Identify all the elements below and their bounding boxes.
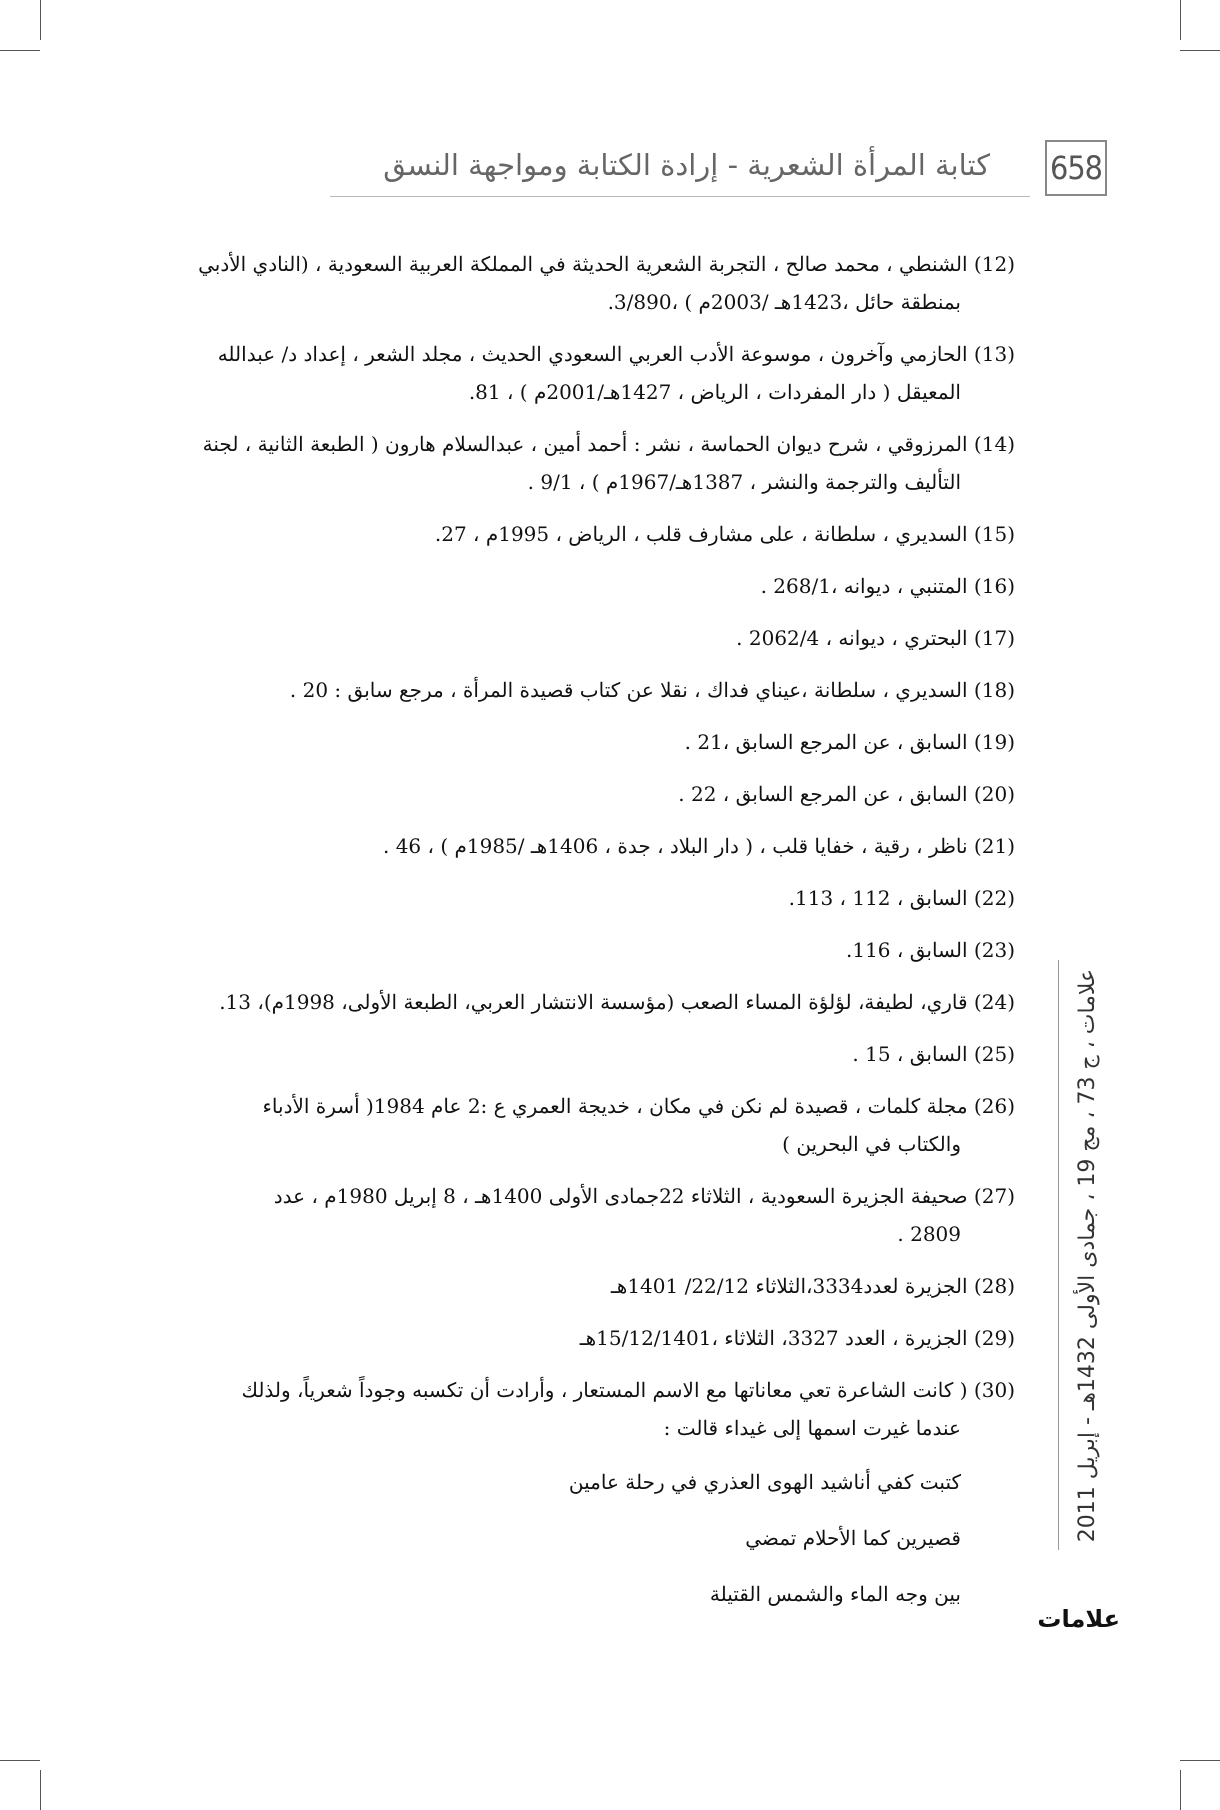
footnote-number: (14) [973, 432, 1015, 456]
crop-mark [1180, 1770, 1181, 1810]
footnote-number: (23) [973, 938, 1015, 962]
footnote-item [170, 567, 1015, 605]
footnote-number: (25) [973, 1042, 1015, 1066]
footnote-item [170, 1035, 1015, 1073]
crop-mark [0, 50, 40, 51]
footnote-text: والكتاب في البحرين ) [782, 1132, 961, 1156]
journal-info-text: علامات ، ج 73 ، مج 19 ، جمادى الأولى 1432هـ - إبريل 2011 [1075, 968, 1101, 1542]
footnote-text: ( كانت الشاعرة تعي معاناتها مع الاسم المستعار ، وأرادت أن تكسبه وجوداً شعرياً، ولذلك [241, 1378, 968, 1402]
crop-mark [1180, 1760, 1220, 1761]
header-divider [330, 196, 1030, 197]
crop-mark [0, 1760, 40, 1761]
footnote-item [170, 245, 1015, 321]
footnote-text: السابق ، 116. [846, 938, 968, 962]
footnote-text: الشنطي ، محمد صالح ، التجربة الشعرية الحديثة في المملكة العربية السعودية ، (النادي الأدبي [198, 252, 968, 276]
footnote-number: (24) [973, 990, 1015, 1014]
footnote-item [170, 723, 1015, 761]
footnote-number: (21) [973, 834, 1015, 858]
footnote-text: الحازمي وآخرون ، موسوعة الأدب العربي السعودي الحديث ، مجلد الشعر ، إعداد د/ عبدالله [217, 342, 968, 366]
footnote-text: السابق ، 15 . [852, 1042, 968, 1066]
footnote-text: السديري ، سلطانة ، على مشارف قلب ، الرياض ، 1995م ، 27. [434, 522, 968, 546]
journal-info [1068, 960, 1108, 1550]
footnote-item [170, 1267, 1015, 1305]
footnote-text: المعيقل ( دار المفردات ، الرياض ، 1427هـ/2001م ) ، 81. [468, 380, 961, 404]
footnote-item [170, 879, 1015, 917]
running-title: كتابة المرأة الشعرية - إرادة الكتابة ومواجهة النسق [383, 148, 990, 182]
footnote-number: (12) [973, 252, 1015, 276]
footnote-number: (15) [973, 522, 1015, 546]
footnote-text: صحيفة الجزيرة السعودية ، الثلاثاء 22جمادى الأولى 1400هـ ، 8 إبريل 1980م ، عدد [273, 1184, 968, 1208]
footnote-number: (19) [973, 730, 1015, 754]
footnotes-list [170, 245, 1015, 1615]
footnote-item [170, 775, 1015, 813]
sidebar-divider [1058, 960, 1059, 1550]
footnote-item [170, 827, 1015, 865]
footnote-item [170, 425, 1015, 501]
footnote-number: (22) [973, 886, 1015, 910]
footnote-text: الجزيرة لعدد3334،الثلاثاء 22/12/ 1401هـ [610, 1274, 968, 1298]
page-number: 658 [1045, 140, 1107, 196]
footnote-text: عندما غيرت اسمها إلى غيداء قالت : [663, 1416, 961, 1440]
verse-line: قصيرين كما الأحلام تمضي [745, 1526, 961, 1550]
footnote-number: (16) [973, 574, 1015, 598]
verse-line: بين وجه الماء والشمس القتيلة [709, 1582, 961, 1606]
footnote-item [170, 983, 1015, 1021]
footnote-item [170, 1319, 1015, 1357]
footnote-number: (27) [973, 1184, 1015, 1208]
footnote-number: (29) [973, 1326, 1015, 1350]
crop-mark [40, 1770, 41, 1810]
footnote-text: التأليف والترجمة والنشر ، 1387هـ/1967م ) ، 9/1 . [527, 470, 961, 494]
footnote-text: السابق ، 112 ، 113. [788, 886, 968, 910]
footnote-text: السابق ، عن المرجع السابق ، 22 . [678, 782, 968, 806]
footnote-number: (20) [973, 782, 1015, 806]
footnote-item [170, 671, 1015, 709]
footnote-item [170, 1371, 1015, 1447]
footnote-text: المرزوقي ، شرح ديوان الحماسة ، نشر : أحمد أمين ، عبدالسلام هارون ( الطبعة الثانية ، لجنة [202, 432, 968, 456]
footnote-text: السابق ، عن المرجع السابق ،21 . [684, 730, 968, 754]
footnote-text: السديري ، سلطانة ،عيناي فداك ، نقلا عن كتاب قصيدة المرأة ، مرجع سابق : 20 . [289, 678, 968, 702]
footnote-number: (18) [973, 678, 1015, 702]
crop-mark [1180, 50, 1220, 51]
verse-line: كتبت كفي أناشيد الهوى العذري في رحلة عامين [568, 1470, 961, 1494]
footnote-number: (17) [973, 626, 1015, 650]
footnote-text: 2809 . [897, 1222, 961, 1246]
footnote-text: المتنبي ، ديوانه ،268/1 . [760, 574, 968, 598]
footnote-item [170, 335, 1015, 411]
footnote-number: (28) [973, 1274, 1015, 1298]
footnote-item [170, 619, 1015, 657]
crop-mark [40, 0, 41, 40]
footnote-number: (26) [973, 1094, 1015, 1118]
footnote-text: بمنطقة حائل ،1423هـ /2003م ) ،3/890. [607, 290, 961, 314]
footnote-number: (13) [973, 342, 1015, 366]
footnote-text: قاري، لطيفة، لؤلؤة المساء الصعب (مؤسسة الانتشار العربي، الطبعة الأولى، 1998م)، 13. [219, 990, 968, 1014]
footnote-item [170, 931, 1015, 969]
crop-mark [1180, 0, 1181, 40]
footnote-number: (30) [973, 1378, 1015, 1402]
footnote-item [170, 1087, 1015, 1163]
footnote-text: البحتري ، ديوانه ، 2062/4 . [736, 626, 968, 650]
footnote-text: ناظر ، رقية ، خفايا قلب ، ( دار البلاد ، جدة ، 1406هـ /1985م ) ، 46 . [382, 834, 968, 858]
footnote-text: مجلة كلمات ، قصيدة لم نكن في مكان ، خديجة العمري ع :2 عام 1984( أسرة الأدباء [262, 1094, 968, 1118]
footnote-item [170, 1177, 1015, 1253]
footnote-text: الجزيرة ، العدد 3327، الثلاثاء ،15/12/1401هـ [579, 1326, 968, 1350]
footnote-item [170, 515, 1015, 553]
journal-logo: علامات [1037, 1605, 1120, 1633]
